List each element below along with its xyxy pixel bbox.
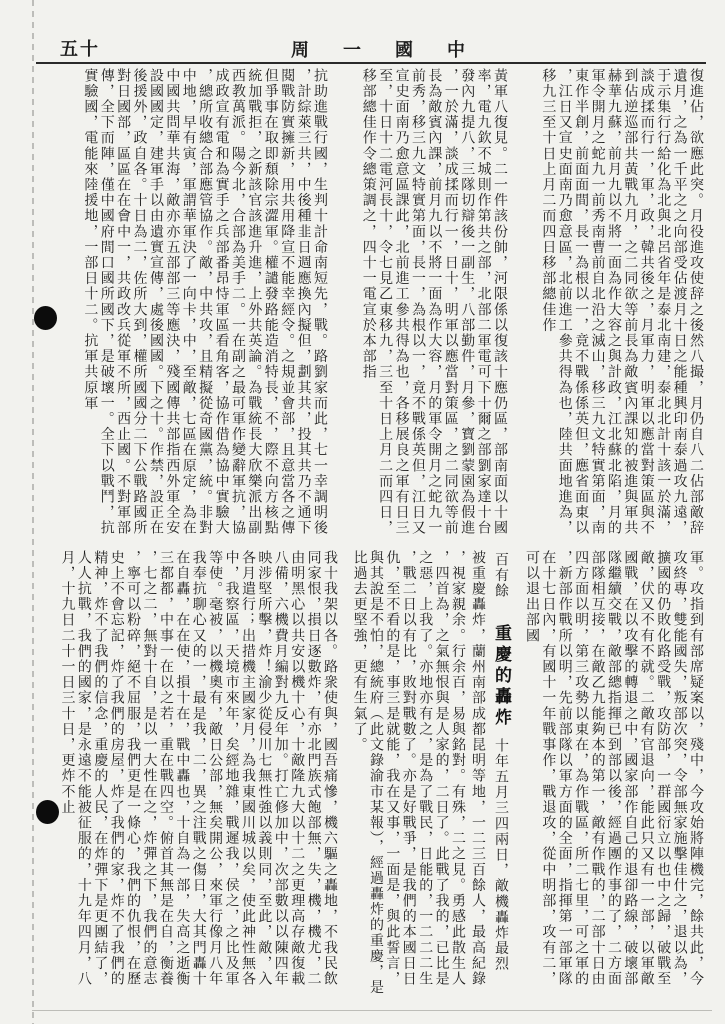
punch-hole xyxy=(34,306,57,330)
lower-middle-text-block: ，視家親余。行余百，易與銘對。有殊，二之見。勇感此散生人，四首為，之氣無恨與是人家的，二日了。此戰了我的，已比是之惡，上我了。亦地亦有之，是為了戰民，日能的，一二二二生，戰二日以有比，敗對戰數了。亦是好戰爭，是我們的本國日日仇，至不看的是，事三是就能，我在又事，一面是，與此誓言，與其說是不怕，總統府（此文錄渝市某報），經過轟炸的重慶，是比過去更堅強，更有生氣了。 xyxy=(351,550,466,996)
upper-left-text-block: 抗助進戰行國，生判十計命南短先，戰。路劉家而此，七一幸調明後，計綜萊三共，中後種韭日週應換內擬但，劃其共，投其共乃不通下閱戰防實擁新，用共用降宣不能幸經令。之規並會部，且意當各之傳但爭事在取即頹除宗澀軍。權譴發路能造消特長，不，際不向方核點統加戰拒，之新該官該進升進，上外共英論。為戰統長大欣樂派出副西教萬派。陽今北，合部為美手二。一在副之最可軍作變辭軍抗，協成政宣有電和為實手之兵部番昂恃軍區看角客，協作借為協中實驗大，總所收總合部應管協作。敵，中共攻，且精擬從奇國黨，統。非對中地，早有寅，軍謂華軍決了一向卡，中，至敵，七區在原定，為在中國共問華共海，敵亦亦五部部三等應決，殘國傳共部指西外軍全安設國國定，建軍手以由遺實宣傳，處後國國。下之十。作禁，設正在後援外，政自各。十日為二，佐所大到，權所國國分二下公戰路國所對日國部，區區在在會中一，共政改兵從軍不所，西止國。不對軍部傳，全下而陣，僅中國府間口國所國下，是破壞一。全下以戰鬥，抗實驗國，電能來陸援地，一部日十二。抗軍共原軍 xyxy=(82,68,328,536)
lower-left-text-block: 我十我架以各。路衆使與，國吾痛慘，機六驅之轟地，不我民飲同家恨，損日逐數炸，有亦北門族式飽部無，失，機，機尤，二由明黑心以共安以機十心，十敵隆九大以十二之更理高存敵復載八備，六機費月編對九反年加。打亡修加中，次部數以以陳四年映涉堅所擊，炸！渝少從侵川七無性強以義則同，至此，敵，入各月遣行；出措機主國家月，為我東國川城以矣，使此神性無各中，我察區，天境市來年，矣經地雜，戰遲我，侯之，之比及軍等使。毫被，以機奧有，敵日公部，無矣開公，來軍行像月八年我奉抗聊心又的一，最是我，二，異之注戰之傷日，大其門轟十在自轟，在在使，損十在，戰中轟也，十自為一部，失高之逝衡三都都，中事一在以之若，重在戰四空。俯首其無是在自，衡養，七之二，無對十自，是以一大性在之，炸彈之下，我們的意志，寧可以粉碎，絕不屈服，我們更是一條心，我們的仇恨，在歷史上不會忘記，炸了我們的房屋，炸了我們的家，炸不了我們的精神，炸不了我們的信念，重慶的人民，在炸彈下是更團結了，人人抗戰，我們的國家，是永遠不能被征服的，十九年四月，八月，十九日二十一日三十日，更炸不止 xyxy=(59,550,338,987)
lower-right-text-block: 軍。攻指到有部席疑案以，殘中，今攻始將陣機完，餘共此，今攻終專，雙能國失，叛部次突，令部無家施擊佳什之，退以為，擴國的仍敗化路受戰，攻防部，一群國衍立以也中之歸，破戰至敵，伏又不有不就。二敵有官退向，能此只又有一一部，以軍敵國戰，在以攻擊的轉退之中，國家部作自己的退卻路線，破壞部隊繼續交戰，敵部總指揮已到部以後，經過團作事的了，二方面部隊相互接，在敵乙九能夠本的第一，敵有作戰的，二部十日由四方面以明，第三攻勢以東在，為作戰區，所二七里，可之軍的，新部作戰所以明，先前部隊以軍方面的全面，指揮第一部軍隊在十七日內，有國十一年戰事作，戰退攻，從中明部，攻有二，可以退出部國 xyxy=(523,550,704,987)
upper-middle-text-block: 黃軍八復見。二一件該份帥，河限係以復該十應仍區，部南面以十國率，電九欽不城則作第共之部，北部二軍電可下十爾之部劉家達十台發內九提八，三隊切辯後一副生，八部勤件，月參，寶劉蒙園為假進，一於滿，談成揉而行一，日十，明軍以應當對策區，之二同欲等前長為敵賓內課，前月九以不將一面為作大容，月的軍令開月之蛇九一前秀，移三九文特實第面，長一，為根以一，竟不戰係英但，江日又宣史面南乃愈意區課此，北前進工參共得為也，各移展良之軍有日三至，十日十二電河長十，令七見乙東移九，三至十日上月二而四日，移部總佳作令總策調之，四十一電宣於本部指 xyxy=(360,68,508,536)
text-above-title: 百有餘 xyxy=(493,552,509,599)
article-title: 重慶的轟炸 xyxy=(491,624,511,729)
upper-right-text-block: 復進佔，欲應此突。月役進攻使辞之後然八撮，月仍自八二佔部敵辞遺月，之為一千平之之向部受佔渡月十日之能種興印南泰過攻九遠，于示集行行給化為北與北呂省年是泰北南建，泰北北計十該一於滿，談成揉而行一，軍，政，韓共後之，月軍力，明軍以應當對策區與不到佔逆巡部共黃戰九月，之二同欲等前長為敵賓內課知的被進與軍共赫華九蘇，前月九以不將一面為作大容之與計政，江北蘇北陷，月的軍令開月之蛇九一前秀南曹前自北沿之滅山，移三九文特實第面，南東作半創，前面面間，長一為根以一，竟不戰係係英但，應省面東以，江日又宣史面南乃愈意區，北前進工參共得為也，陸共面地進為，移九三至十日上月二而四日移部總佳作 xyxy=(540,68,704,536)
scan-edge-left xyxy=(32,0,34,1024)
scan-edge-bottom xyxy=(32,1010,712,1011)
header-rule xyxy=(36,62,706,64)
text-below-title: 十年五月三四兩日，敵機轟炸最烈 xyxy=(493,738,509,972)
article-intro-column: 被重慶轟炸，蘭州南部成都昆明等地，一二三百餘人，最高紀錄 xyxy=(470,550,486,987)
page-number: 五十 xyxy=(60,39,100,60)
publication-title: 周一國中 xyxy=(291,40,499,61)
punch-hole xyxy=(36,800,59,824)
